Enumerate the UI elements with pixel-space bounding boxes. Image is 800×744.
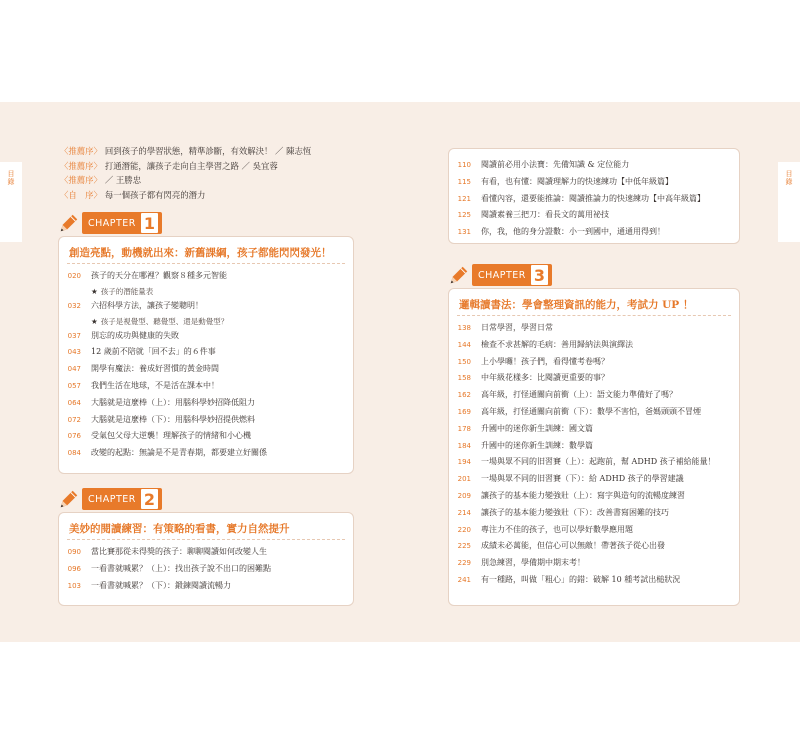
entry-title: 看懂內容，還要能推論：閱讀推論力的快速練功【中高年級篇】 bbox=[481, 193, 705, 203]
page-number: 043 bbox=[67, 348, 81, 357]
page-number: 150 bbox=[457, 357, 471, 366]
chapter-2-continued-box bbox=[448, 148, 740, 244]
page-number: 103 bbox=[67, 581, 81, 590]
page-number: 201 bbox=[457, 475, 471, 484]
toc-entry[interactable] bbox=[449, 320, 739, 337]
toc-entry[interactable] bbox=[59, 578, 353, 595]
entry-title: 檢查不求甚解的毛病：善用歸納法與演繹法 bbox=[481, 339, 633, 349]
chapter-badge bbox=[472, 264, 552, 286]
page-number: 241 bbox=[457, 575, 471, 584]
toc-entry[interactable] bbox=[449, 572, 739, 589]
toc-entry[interactable] bbox=[59, 268, 353, 285]
entry-title: 讓孩子的基本能力變強壯（上）：寫字與造句的流暢度練習 bbox=[481, 490, 685, 500]
page-number: 138 bbox=[457, 324, 471, 332]
entry-title: 有看，也有懂：閱讀理解力的快速練功【中低年級篇】 bbox=[481, 176, 673, 186]
preface-text: 每一個孩子都有閃亮的潛力 bbox=[104, 189, 206, 200]
page-number: 020 bbox=[67, 272, 81, 280]
preface-tag: 〈自 序〉 bbox=[60, 189, 102, 200]
chapter-1-box bbox=[58, 236, 354, 474]
entry-title: 日常學習，學習日常 bbox=[481, 323, 553, 332]
toc-entry[interactable] bbox=[449, 157, 739, 174]
toc-entry[interactable] bbox=[449, 404, 739, 421]
pencil-icon bbox=[58, 212, 80, 234]
preface-item bbox=[60, 159, 390, 174]
entry-title: 讓孩子的基本能力變強壯（下）：改善書寫困難的技巧 bbox=[481, 507, 669, 517]
entry-title: 大腦就是這麼棒（上）：用腦科學妙招降低阻力 bbox=[91, 397, 255, 407]
preface-item bbox=[60, 144, 390, 159]
page-number: 110 bbox=[457, 161, 471, 169]
chapter-3-box bbox=[448, 288, 740, 606]
entry-title: 別忘的成功與健康的失敗 bbox=[91, 330, 179, 340]
book-spread bbox=[0, 102, 800, 642]
page-number: 178 bbox=[457, 424, 471, 433]
toc-entry[interactable] bbox=[449, 471, 739, 488]
page-number: 131 bbox=[457, 228, 471, 237]
chapter-title: 邏輯讀書法：學會整理資訊的能力，考試力 UP ！ bbox=[459, 299, 694, 311]
toc-entry[interactable] bbox=[59, 328, 353, 345]
toc-entry[interactable] bbox=[449, 370, 739, 387]
entry-title: 一看書就喊累？（上）：找出孩子說不出口的困難點 bbox=[91, 563, 271, 573]
entry-title: 一場與眾不同的旧習賽（上）：起跑前，幫 ADHD 孩子補給能量！ bbox=[481, 457, 716, 467]
entry-title: 受氣包父母大逆襲！理解孩子的情緒和小心機 bbox=[91, 431, 251, 441]
divider bbox=[457, 315, 731, 316]
preface-tag: 〈推薦序〉 bbox=[60, 146, 102, 156]
entry-title: 12 歲前不陪就「回不去」的６件事 bbox=[91, 347, 216, 357]
page-number: 096 bbox=[67, 564, 81, 573]
preface-item bbox=[60, 188, 390, 203]
toc-entry[interactable] bbox=[449, 191, 739, 208]
entry-title: 專注力不佳的孩子，也可以學好數學應用題 bbox=[481, 524, 633, 534]
toc-entry[interactable] bbox=[449, 421, 739, 438]
entry-title: 閱讀素養三把刀：看長文的萬用祕技 bbox=[481, 210, 609, 220]
page-number: 032 bbox=[67, 301, 81, 310]
toc-entry[interactable] bbox=[59, 298, 353, 315]
chapter-title bbox=[449, 149, 739, 157]
chapter-2-box bbox=[58, 512, 354, 606]
entry-title: 開學有魔法：養成好習慣的黃金時間 bbox=[91, 364, 219, 374]
toc-entry[interactable] bbox=[59, 395, 353, 412]
page-number: 037 bbox=[67, 331, 81, 340]
pencil-icon bbox=[58, 488, 80, 510]
entry-title: 升國中的迷你新生訓練：國文篇 bbox=[481, 423, 593, 433]
page-number: 057 bbox=[67, 381, 81, 390]
pencil-icon bbox=[448, 264, 470, 286]
toc-entry[interactable] bbox=[59, 561, 353, 578]
page-number: 229 bbox=[457, 559, 471, 568]
toc-entry[interactable] bbox=[449, 522, 739, 539]
entry-title: 六招科學方法，讓孩子變聰明！ bbox=[91, 300, 203, 310]
preface-list bbox=[60, 144, 390, 202]
entry-title: 上小學囉！孩子們，看得懂考卷嗎？ bbox=[481, 356, 609, 366]
toc-entry[interactable] bbox=[59, 428, 353, 445]
page-number: 220 bbox=[457, 525, 471, 534]
page-number: 076 bbox=[67, 432, 81, 441]
chapter-1-header bbox=[58, 210, 162, 236]
preface-tag: 〈推薦序〉 bbox=[60, 160, 102, 171]
preface-text: ／ 王勝忠 bbox=[104, 175, 142, 185]
entry-title: 有一種路，叫做「粗心」的錯：破解 10 種考試出槌狀況 bbox=[481, 574, 681, 584]
entry-title: 我們生活在地球，不是活在課本中！ bbox=[91, 380, 219, 390]
chapter-3-header bbox=[448, 262, 552, 288]
page-number: 115 bbox=[457, 177, 471, 186]
entry-title: 當比賽那從未得獎的孩子：聊聊閱讀如何改變人生 bbox=[91, 547, 267, 556]
toc-entry[interactable] bbox=[449, 505, 739, 522]
entry-title: 一看書就喊累？（下）：鍛鍊閱讀流暢力 bbox=[91, 580, 231, 590]
entry-title: 大腦就是這麼棒（下）：用腦科學妙招提供燃料 bbox=[91, 414, 255, 424]
page-number: 144 bbox=[457, 340, 471, 349]
toc-entry[interactable] bbox=[449, 555, 739, 572]
preface-text: 打通潛能，讓孩子走向自主學習之路 ／ 吳宜蓉 bbox=[104, 160, 278, 171]
page-number: 225 bbox=[457, 542, 471, 551]
preface-item bbox=[60, 173, 390, 188]
preface-tag: 〈推薦序〉 bbox=[60, 175, 102, 185]
chapter-title: 創造亮點，動機就出來：新舊課綱，孩子都能閃閃發光！ bbox=[69, 247, 332, 259]
page-number: 162 bbox=[457, 391, 471, 400]
toc-subentry[interactable]: ★ 孩子的潛能量表 bbox=[59, 285, 353, 298]
page-number: 214 bbox=[457, 508, 471, 517]
chapter-word: CHAPTER bbox=[88, 217, 136, 229]
entry-title: 高年級，打怪通關向前衝（上）：語文能力準備好了嗎？ bbox=[481, 390, 677, 400]
side-tab-right: 目錄 bbox=[785, 170, 793, 186]
page-number: 090 bbox=[67, 548, 81, 556]
page-number: 184 bbox=[457, 441, 471, 450]
entry-title: 你，我，他的身分證數：小一到國中，通通用得到！ bbox=[481, 227, 665, 237]
preface-text: 回到孩子的學習狀態，精準診斷，有效解決！ ／ 陳志恆 bbox=[104, 146, 312, 156]
toc-subentry[interactable]: ★ 孩子是視覺型、聽覺型、還是動覺型？ bbox=[59, 315, 353, 328]
entry-title: 中年級花樣多：比閱讀更重要的事？ bbox=[481, 373, 609, 383]
toc-entry[interactable] bbox=[59, 378, 353, 395]
toc-entry[interactable] bbox=[59, 544, 353, 561]
toc-entry[interactable] bbox=[449, 438, 739, 455]
page-number: 084 bbox=[67, 449, 81, 458]
side-tab-left: 目錄 bbox=[7, 170, 15, 186]
entry-title: 高年級，打怪通關向前衝（下）：數學不害怕，爸媽頭頭不冒煙 bbox=[481, 406, 701, 416]
toc-entry[interactable] bbox=[449, 454, 739, 471]
toc-entry[interactable] bbox=[449, 488, 739, 505]
toc-entry[interactable] bbox=[449, 354, 739, 371]
chapter-badge bbox=[82, 488, 162, 510]
page-number: 125 bbox=[457, 211, 471, 220]
toc-entry[interactable] bbox=[449, 174, 739, 191]
chapter-number: 1 bbox=[141, 213, 158, 233]
chapter-word: CHAPTER bbox=[88, 493, 136, 505]
entry-title: 閱讀前必用小法寶：先備知識 & 定位能力 bbox=[481, 160, 630, 169]
chapter-number: 3 bbox=[531, 265, 548, 285]
toc-entry[interactable] bbox=[59, 412, 353, 429]
chapter-number: 2 bbox=[141, 489, 158, 509]
page-number: 209 bbox=[457, 491, 471, 500]
toc-entry[interactable] bbox=[449, 337, 739, 354]
entry-title: 升國中的迷你新生訓練：數學篇 bbox=[481, 440, 593, 450]
divider bbox=[67, 539, 345, 540]
toc-entry[interactable] bbox=[59, 344, 353, 361]
chapter-badge bbox=[82, 212, 162, 234]
toc-entry[interactable] bbox=[449, 207, 739, 224]
chapter-word: CHAPTER bbox=[478, 269, 526, 281]
chapter-title: 美妙的閱讀練習：有策略的看書，實力自然提升 bbox=[69, 523, 290, 535]
page-number: 064 bbox=[67, 398, 81, 407]
toc-entry[interactable] bbox=[449, 387, 739, 404]
page-number: 158 bbox=[457, 374, 471, 383]
page-number: 121 bbox=[457, 194, 471, 203]
divider bbox=[67, 263, 345, 264]
chapter-2-header bbox=[58, 486, 162, 512]
entry-title: 成績未必萬能，但信心可以無敵！帶著孩子從心出發 bbox=[481, 541, 665, 551]
entry-title: 孩子的天分在哪裡？觀察８種多元智能 bbox=[91, 271, 227, 280]
toc-entry[interactable] bbox=[449, 538, 739, 555]
entry-title: 一場與眾不同的旧習賽（下）：給 ADHD 孩子的學習建議 bbox=[481, 474, 684, 484]
toc-entry[interactable] bbox=[59, 361, 353, 378]
page-number: 194 bbox=[457, 458, 471, 467]
toc-entry[interactable] bbox=[449, 224, 739, 241]
entry-title: 改變的起點：無論是不是青春期，都要建立好關係 bbox=[91, 448, 267, 458]
page-number: 047 bbox=[67, 365, 81, 374]
page-number: 169 bbox=[457, 407, 471, 416]
entry-title: 別急練習，學備期中期末考！ bbox=[481, 558, 585, 568]
page-number: 072 bbox=[67, 415, 81, 424]
toc-entry[interactable] bbox=[59, 445, 353, 462]
